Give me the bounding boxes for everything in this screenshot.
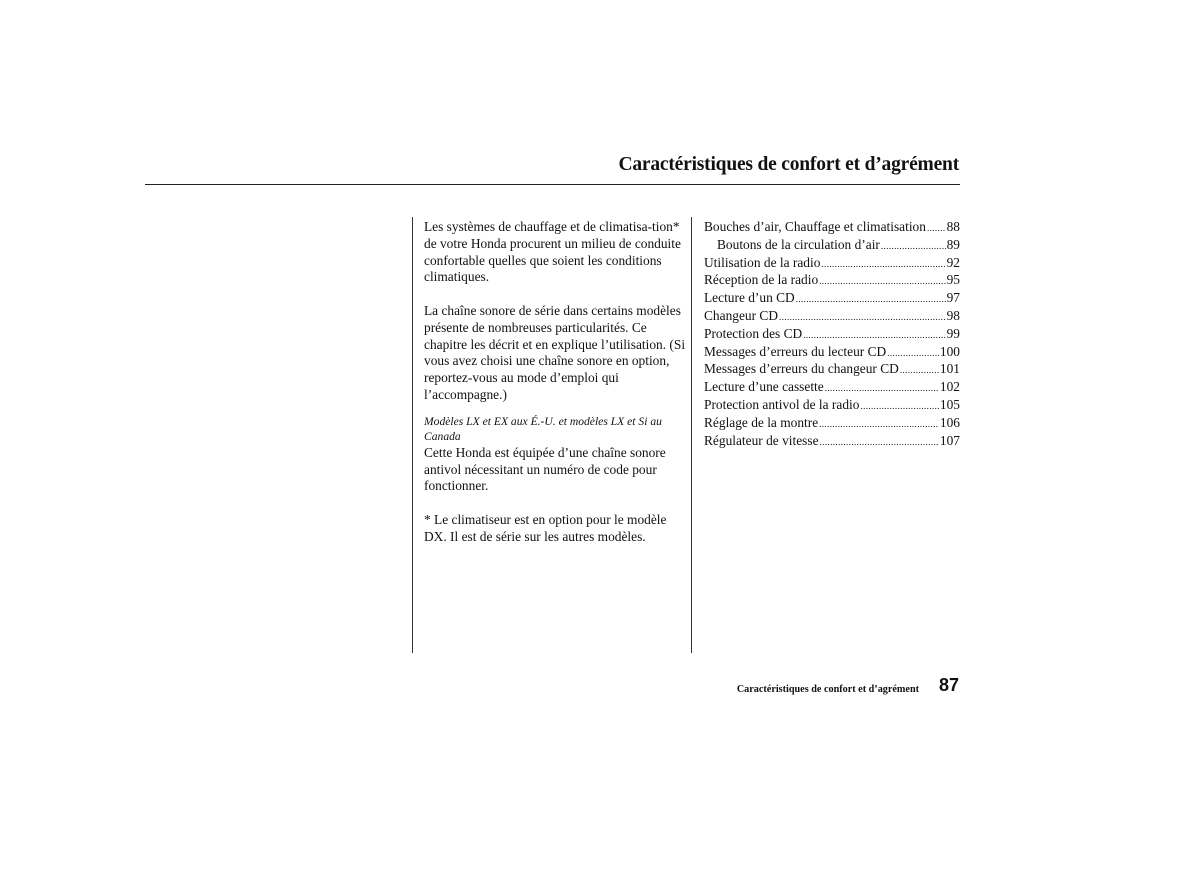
toc-item-page: 95	[946, 272, 960, 288]
toc-item-page: 106	[939, 414, 960, 430]
toc-item-label: Lecture d’un CD	[704, 290, 795, 306]
toc-item-label: Bouches d’air, Chauffage et climatisation	[704, 219, 926, 234]
toc-item-label: Réglage de la montre	[704, 414, 819, 430]
toc-item-label: Protection antivol de la radio	[704, 396, 860, 412]
toc-item[interactable]	[704, 415, 960, 433]
toc-leader	[819, 416, 939, 433]
toc-item-page: 88	[946, 219, 960, 234]
toc-item-page: 97	[946, 290, 960, 306]
toc-item-page: 107	[939, 432, 960, 448]
toc-leader	[796, 291, 946, 308]
intro-column	[424, 219, 686, 546]
toc-leader	[825, 380, 939, 397]
toc-item-label: Messages d’erreurs du changeur CD	[704, 361, 899, 377]
intro-paragraph-antitheft: Cette Honda est équipée d’une chaîne sonore antivol nécessitant un numéro de code pour fonctionner.	[424, 444, 666, 494]
toc-item-label: Changeur CD	[704, 307, 779, 323]
toc-item-label: Boutons de la circulation d’air	[717, 236, 880, 252]
toc-item-label: Réception de la radio	[704, 272, 819, 288]
toc-item-label: Protection des CD	[704, 325, 803, 341]
toc-item[interactable]	[704, 272, 960, 290]
toc-item[interactable]	[704, 361, 960, 379]
toc-item[interactable]	[704, 326, 960, 344]
toc-item-page: 102	[939, 379, 960, 395]
toc-leader	[821, 256, 945, 273]
toc-item[interactable]	[704, 433, 960, 451]
column-divider-middle	[691, 217, 692, 653]
toc-leader	[779, 309, 946, 326]
toc-item-label: Utilisation de la radio	[704, 254, 821, 270]
title-rule	[145, 184, 960, 185]
toc-item-label: Lecture d’une cassette	[704, 379, 824, 395]
page-title: Caractéristiques de confort et d’agrément	[618, 154, 959, 175]
toc-item-page: 98	[946, 307, 960, 323]
page-number: 87	[938, 675, 959, 695]
toc-item-page: 100	[939, 343, 960, 359]
toc-item[interactable]	[704, 397, 960, 415]
toc-item[interactable]	[704, 237, 960, 255]
toc-item[interactable]	[704, 308, 960, 326]
toc-leader	[881, 238, 946, 255]
toc-leader	[927, 220, 946, 237]
toc-leader	[820, 434, 939, 451]
toc-item-page: 92	[946, 254, 960, 270]
toc-item-page: 105	[939, 396, 960, 412]
intro-paragraph-climate: Les systèmes de chauffage et de climatisa-tion* de votre Honda procurent un milieu de conduite confortable quelles que soient les conditions climatiques.	[424, 219, 681, 285]
toc-item[interactable]	[704, 379, 960, 397]
toc-item-label: Messages d’erreurs du lecteur CD	[704, 343, 887, 359]
toc-leader	[887, 345, 939, 362]
column-divider-left	[412, 217, 413, 653]
footnote: * Le climatiseur est en option pour le modèle DX. Il est de série sur les autres modèles.	[424, 511, 667, 544]
toc-item-label: Régulateur de vitesse	[704, 432, 819, 448]
toc-item[interactable]	[704, 219, 960, 237]
toc-leader	[860, 398, 938, 415]
models-note: Modèles LX et EX aux É.-U. et modèles LX et Si au Canada	[424, 414, 662, 443]
toc-item[interactable]	[704, 290, 960, 308]
table-of-contents	[704, 219, 960, 450]
toc-item[interactable]	[704, 344, 960, 362]
footer-section-title: Caractéristiques de confort et d’agrément	[736, 684, 919, 695]
toc-leader	[819, 273, 945, 290]
toc-item-page: 89	[946, 236, 960, 252]
toc-item[interactable]	[704, 255, 960, 273]
toc-leader	[803, 327, 945, 344]
toc-item-page: 99	[946, 325, 960, 341]
toc-leader	[900, 362, 939, 379]
toc-item-page: 101	[939, 361, 960, 377]
intro-paragraph-audio: La chaîne sonore de série dans certains modèles présente de nombreuses particularités. Ce chapitre les décrit et en explique l’utilisation. (Si vous avez choisi une chaîne sonore en option, reportez-vous au mode d’emploi qui l’accompagne.)	[424, 302, 686, 402]
